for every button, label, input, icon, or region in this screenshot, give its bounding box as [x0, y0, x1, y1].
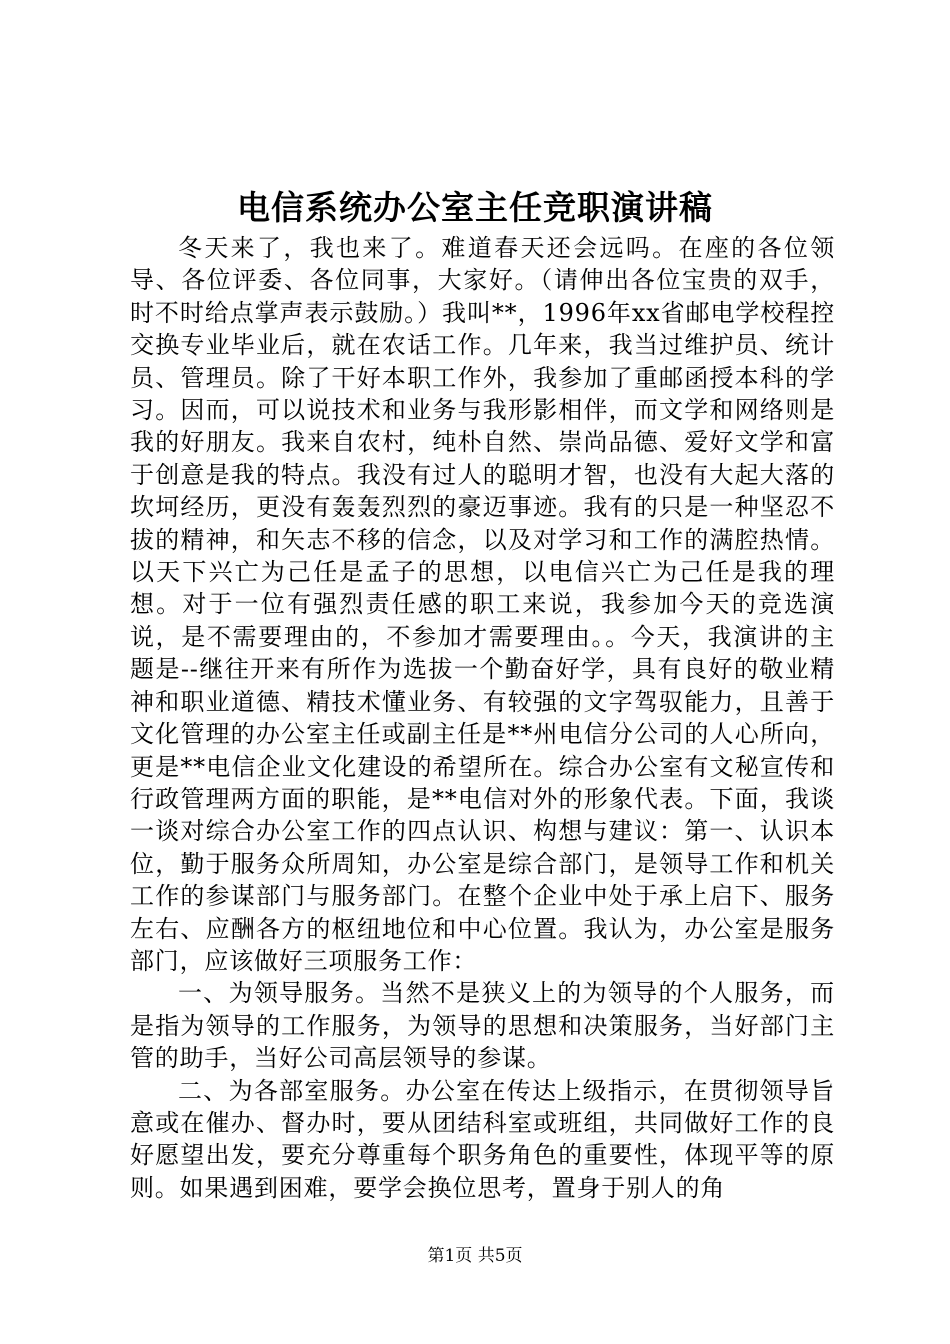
- document-body: [130, 232, 835, 1204]
- paragraph-serve-leaders: 一、为领导服务。当然不是狭义上的为领导的个人服务，而是指为领导的工作服务，为领导的思想和决策服务，当好部门主管的助手，当好公司高层领导的参谋。: [130, 979, 835, 1073]
- paragraph-intro: 冬天来了，我也来了。难道春天还会远吗。在座的各位领导、各位评委、各位同事，大家好。（请伸出各位宝贵的双手，时不时给点掌声表示鼓励。）我叫**，1996年xx省邮电学校程控交换专业毕业后，就在农话工作。几年来，我当过维护员、统计员、管理员。除了干好本职工作外，我参加了重邮函授本科的学习。因而，可以说技术和业务与我形影相伴，而文学和网络则是我的好朋友。我来自农村，纯朴自然、崇尚品德、爱好文学和富于创意是我的特点。我没有过人的聪明才智，也没有大起大落的坎坷经历，更没有轰轰烈烈的豪迈事迹。我有的只是一种坚忍不拔的精神，和矢志不移的信念，以及对学习和工作的满腔热情。以天下兴亡为己任是孟子的思想，以电信兴亡为己任是我的理想。对于一位有强烈责任感的职工来说，我参加今天的竞选演说，是不需要理由的，不参加才需要理由。。今天，我演讲的主题是--继往开来有所作为选拔一个勤奋好学，具有良好的敬业精神和职业道德、精技术懂业务、有较强的文字驾驭能力，且善于文化管理的办公室主任或副主任是**州电信分公司的人心所向，更是**电信企业文化建设的希望所在。综合办公室有文秘宣传和行政管理两方面的职能，是**电信对外的形象代表。下面，我谈一谈对综合办公室工作的四点认识、构想与建议：第一、认识本位，勤于服务众所周知，办公室是综合部门，是领导工作和机关工作的参谋部门与服务部门。在整个企业中处于承上启下、服务左右、应酬各方的枢纽地位和中心位置。我认为，办公室是服务部门，应该做好三项服务工作：: [130, 234, 835, 975]
- paragraph-serve-departments: 二、为各部室服务。办公室在传达上级指示，在贯彻领导旨意或在催办、督办时，要从团结科室或班组，共同做好工作的良好愿望出发，要充分尊重每个职务角色的重要性，体现平等的原则。如果遇到困难，要学会换位思考，置身于别人的角: [130, 1076, 835, 1202]
- document-title: 电信系统办公室主任竞职演讲稿: [237, 188, 713, 227]
- page-number: 第1页 共5页: [427, 1246, 523, 1266]
